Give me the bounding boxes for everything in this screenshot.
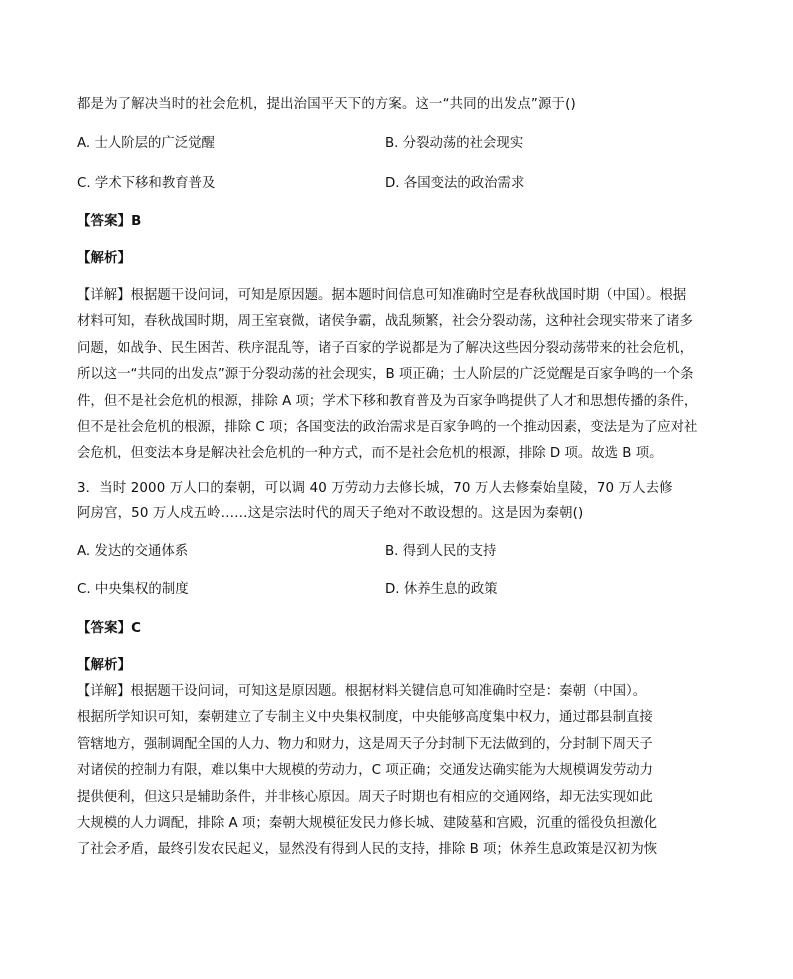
q3-analysis-label: 【解析】	[77, 658, 132, 673]
q2-option-a: A. 士人阶层的广泛觉醒	[77, 136, 215, 151]
q3-detail-line: 提供便利，但这只是辅助条件，并非核心原因。周天子时期也有相应的交通网络，却无法实现如此	[77, 789, 653, 805]
question-3-stem-line1: 3．当时 2000 万人口的秦朝，可以调 40 万劳动力去修长城，70 万人去修秦始皇陵，70 万人去修	[77, 481, 673, 496]
q3-detail-line: 对诸侯的控制力有限，难以集中大规模的劳动力，C 项正确；交通发达确实能为大规模调发劳动力	[77, 763, 654, 779]
q2-detail-paragraph	[77, 283, 717, 468]
question-3-stem-line2: 阿房宫，50 万人戍五岭……这是宗法时代的周天子绝对不敢设想的。这是因为秦朝()	[77, 506, 584, 521]
q3-option-d: D. 休养生息的政策	[385, 582, 498, 597]
q2-option-d: D. 各国变法的政治需求	[385, 176, 525, 191]
q3-detail-line: 大规模的人力调配，排除 A 项；秦朝大规模征发民力修长城、建陵墓和宫殿，沉重的徭役负担激化	[77, 816, 658, 832]
q3-option-c: C. 中央集权的制度	[77, 582, 189, 597]
q2-answer: 【答案】B	[77, 214, 142, 229]
q3-option-a: A. 发达的交通体系	[77, 544, 189, 559]
q2-detail-line: 【详解】根据题干设问词，可知是原因题。据本题时间信息可知准确时空是春秋战国时期（中国）。根据	[77, 288, 687, 303]
q2-detail-line: 但不是社会危机的根源，排除 C 项；各国变法的政治需求是百家争鸣的一个推动因素，变法是为了应对社	[77, 420, 698, 436]
q3-detail-line: 了社会矛盾，最终引发农民起义，显然没有得到人民的支持，排除 B 项；休养生息政策是汉初为恢	[77, 842, 658, 858]
q2-option-c: C. 学术下移和教育普及	[77, 176, 216, 191]
q2-option-b: B. 分裂动荡的社会现实	[385, 136, 524, 151]
q3-detail-line: 管辖地方，强制调配全国的人力、物力和财力，这是周天子分封制下无法做到的，分封制下周天子	[77, 736, 653, 752]
q2-detail-line: 问题，如战争、民生困苦、秩序混乱等，诸子百家的学说都是为了解决这些因分裂动荡带来的社会危机，	[77, 340, 693, 356]
q2-detail-line: 所以这一“共同的出发点”源于分裂动荡的社会现实，B 项正确；士人阶层的广泛觉醒是百家争鸣的一个条	[77, 367, 694, 383]
q3-detail-line: 根据所学知识可知，秦朝建立了专制主义中央集权制度，中央能够高度集中权力，通过郡县制直接	[77, 710, 653, 726]
q3-option-b: B. 得到人民的支持	[385, 544, 497, 559]
q2-detail-line: 件，但不是社会危机的根源，排除 A 项；学术下移和教育普及为百家争鸣提供了人才和思想传播的条件，	[77, 393, 698, 409]
q2-detail-line: 材料可知，春秋战国时期，周王室衰微，诸侯争霸，战乱频繁，社会分裂动荡，这种社会现实带来了诸多	[77, 314, 693, 330]
q3-detail-paragraph	[77, 679, 717, 864]
question-2-stem: 都是为了解决当时的社会危机，提出治国平天下的方案。这一“共同的出发点”源于()	[77, 97, 576, 112]
q3-detail-line: 【详解】根据题干设问词，可知这是原因题。根据材料关键信息可知准确时空是：秦朝（中国）。	[77, 684, 647, 699]
q2-analysis-label: 【解析】	[77, 251, 132, 266]
q3-answer: 【答案】C	[77, 621, 142, 636]
q2-detail-line: 会危机，但变法本身是解决社会危机的一种方式，而不是社会危机的根源，排除 D 项。故选 B 项。	[77, 446, 663, 462]
